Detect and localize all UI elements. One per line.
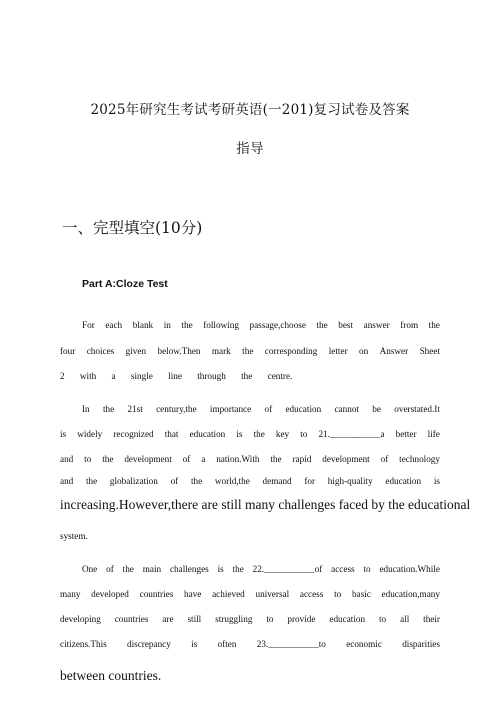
paragraph-line	[60, 476, 440, 486]
word: 21st	[127, 404, 143, 414]
word: nation.With	[216, 454, 260, 464]
word: of	[170, 476, 179, 486]
word: globalization	[109, 476, 158, 486]
word: century,the	[156, 404, 197, 414]
word: corresponding	[264, 346, 318, 356]
word: 21.___________a	[318, 429, 385, 439]
word: best	[338, 320, 354, 330]
word: on	[359, 346, 369, 356]
word: technology	[399, 454, 440, 464]
word: the	[270, 454, 282, 464]
word: the	[85, 476, 98, 486]
word: all	[400, 614, 410, 624]
word: education	[189, 429, 226, 439]
document-title: 2025年研究生考试考研英语(一201)复习试卷及答案	[90, 102, 410, 118]
word: access	[331, 564, 355, 574]
word: are	[162, 614, 174, 624]
paragraph-line	[82, 404, 440, 414]
word: mark	[211, 346, 231, 356]
word: is	[217, 564, 224, 574]
word: the	[102, 404, 115, 414]
word: answer	[363, 320, 390, 330]
paragraph-line	[60, 639, 440, 649]
word: to	[379, 614, 387, 624]
word: economic	[346, 639, 382, 649]
word: Answer	[379, 346, 409, 356]
word: struggling	[215, 614, 253, 624]
paragraph-line: system.	[60, 531, 88, 541]
word: countries	[139, 589, 174, 599]
word: still	[187, 614, 202, 624]
word: better	[395, 429, 417, 439]
section-heading: 一、完型填空(10分)	[62, 219, 203, 237]
word: to	[300, 429, 308, 439]
word: In	[82, 404, 90, 414]
word: education	[385, 476, 422, 486]
instruction-line: 2 with a single line through the centre.	[60, 371, 293, 381]
word: each	[105, 320, 123, 330]
paragraph-line: increasing.However,there are still many challenges faced by the educational	[60, 497, 471, 512]
word: importance	[209, 404, 252, 414]
word: rapid	[292, 454, 312, 464]
word: below.Then	[157, 346, 201, 356]
word: to	[363, 564, 371, 574]
word: passage,choose	[249, 320, 306, 330]
word: that	[164, 429, 179, 439]
word: their	[423, 614, 440, 624]
word: is	[236, 429, 243, 439]
word: challenges	[169, 564, 209, 574]
word: basic	[351, 589, 371, 599]
word: is	[191, 639, 198, 649]
paragraph-line	[60, 429, 440, 439]
word: developed	[91, 589, 129, 599]
word: in	[163, 320, 171, 330]
word: developing	[60, 614, 101, 624]
word: and	[60, 476, 74, 486]
word: the	[242, 346, 254, 356]
word: provide	[287, 614, 316, 624]
word: 22.___________of	[252, 564, 323, 574]
word: recognized	[113, 429, 154, 439]
word: One	[82, 564, 98, 574]
word: and	[60, 454, 74, 464]
word: the	[190, 476, 203, 486]
word: blank	[132, 320, 154, 330]
word: disparities	[402, 639, 440, 649]
part-heading: Part A:Cloze Test	[82, 278, 168, 290]
word: overstated.It	[394, 404, 440, 414]
word: development	[322, 454, 370, 464]
word: of	[380, 454, 389, 464]
word: high-quality	[327, 476, 373, 486]
word: letter	[328, 346, 348, 356]
word: education	[329, 614, 366, 624]
word: to	[84, 454, 92, 464]
word: the	[232, 564, 244, 574]
word: be	[372, 404, 381, 414]
word: universal	[255, 589, 290, 599]
word: citizens.This	[60, 639, 107, 649]
word: is	[60, 429, 67, 439]
paragraph-line	[60, 589, 440, 599]
word: given	[125, 346, 147, 356]
word: many	[60, 589, 81, 599]
paragraph-line	[60, 614, 440, 624]
word: education,many	[381, 589, 440, 599]
word: cannot	[334, 404, 359, 414]
instruction-line	[82, 320, 440, 330]
document-subtitle: 指导	[236, 141, 264, 157]
word: main	[142, 564, 162, 574]
word: discrepancy	[126, 639, 171, 649]
word: is	[433, 476, 440, 486]
word: education.While	[379, 564, 440, 574]
word: For	[82, 320, 95, 330]
word: widely	[77, 429, 103, 439]
word: countries	[114, 614, 149, 624]
word: choices	[86, 346, 115, 356]
word: of	[264, 404, 273, 414]
word: four	[60, 346, 76, 356]
word: to	[334, 589, 342, 599]
instruction-line	[60, 346, 440, 356]
word: 23.___________to	[256, 639, 326, 649]
word: world,the	[214, 476, 250, 486]
word: key	[275, 429, 290, 439]
paragraph-line	[60, 454, 440, 464]
word: demand	[262, 476, 292, 486]
word: have	[184, 589, 202, 599]
word: development	[124, 454, 172, 464]
word: from	[400, 320, 419, 330]
word: achieved	[212, 589, 245, 599]
word: for	[304, 476, 316, 486]
word: to	[266, 614, 274, 624]
word: the	[428, 320, 440, 330]
word: the	[102, 454, 114, 464]
word: a	[201, 454, 206, 464]
word: often	[217, 639, 237, 649]
word: the	[316, 320, 328, 330]
word: the	[181, 320, 193, 330]
word: the	[122, 564, 134, 574]
word: education	[285, 404, 322, 414]
word: of	[182, 454, 191, 464]
word: following	[203, 320, 239, 330]
paragraph-line: between countries.	[60, 668, 162, 683]
word: access	[299, 589, 324, 599]
word: the	[253, 429, 265, 439]
word: Sheet	[419, 346, 440, 356]
word: of	[106, 564, 114, 574]
word: life	[427, 429, 440, 439]
paragraph-line	[82, 564, 440, 574]
